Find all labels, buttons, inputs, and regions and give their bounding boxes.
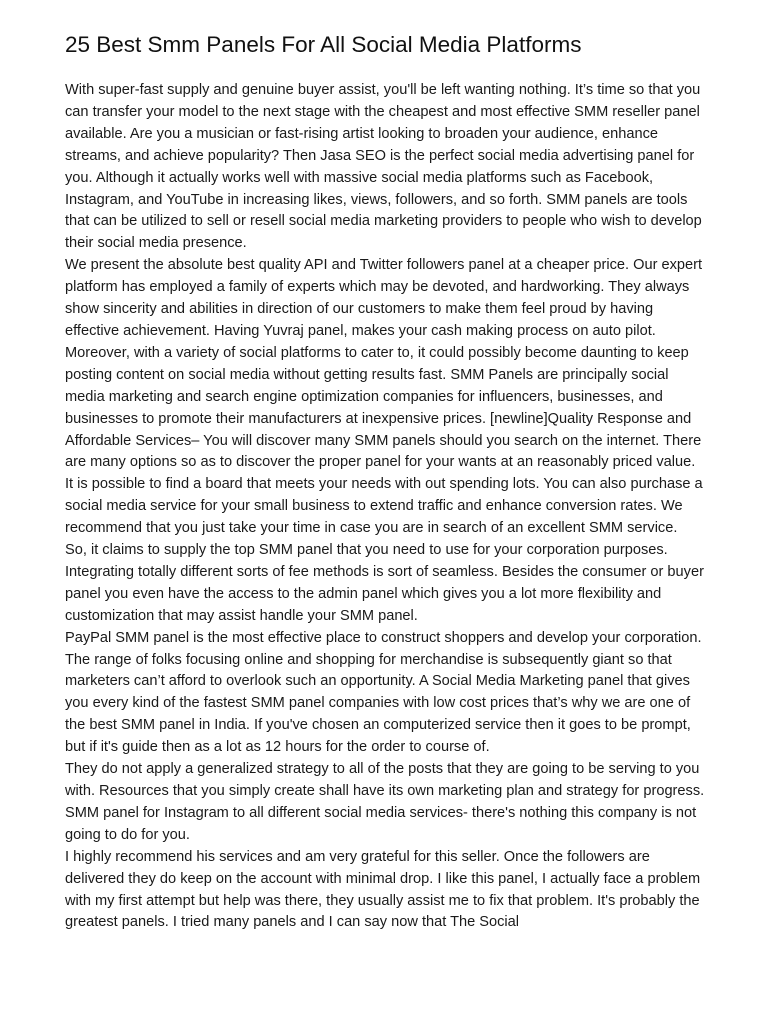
document-body xyxy=(65,80,706,934)
document-title: 25 Best Smm Panels For All Social Media Platforms xyxy=(65,32,582,57)
paragraph-6: They do not apply a generalized strategy to all of the posts that they are going to be serving to you with. Resources that you simply create shall have its own marketing plan and strategy for progress. SMM panel for Instagram to all different social media services- there's nothing this company is not going to do for you. xyxy=(65,761,705,843)
paragraph-4: So, it claims to supply the top SMM panel that you need to use for your corporation purposes. Integrating totally different sorts of fee methods is sort of seamless. Besides the consumer or buyer panel you even have the access to the admin panel which gives you a lot more flexibility and customization that may assist handle your SMM panel. xyxy=(65,542,704,624)
paragraph-5: PayPal SMM panel is the most effective place to construct shoppers and develop your corporation. The range of folks focusing online and shopping for merchandise is subsequently giant so that marketers can’t afford to overlook such an opportunity. A Social Media Marketing panel that gives you every kind of the fastest SMM panel companies with low cost prices that’s why we are one of the best SMM panel in India. If you've chosen an computerized service then it goes to be prompt, but if it's guide then as a lot as 12 hours for the order to course of. xyxy=(65,629,702,756)
paragraph-7: I highly recommend his services and am very grateful for this seller. Once the followers are delivered they do keep on the account with minimal drop. I like this panel, I actually face a problem with my first attempt but help was there, they usually assist me to fix that problem. It's probably the greatest panels. I tried many panels and I can say now that The Social xyxy=(65,848,701,931)
paragraph-1: With super-fast supply and genuine buyer assist, you'll be left wanting nothing. It’s time so that you can transfer your model to the next stage with the cheapest and most effective SMM reseller panel available. Are you a musician or fast-rising artist looking to broaden your audience, enhance streams, and achieve popularity? Then Jasa SEO is the perfect social media advertising panel for you. Although it actually works well with massive social media platforms such as Facebook, Instagram, and YouTube in increasing likes, views, followers, and so forth. SMM panels are tools that can be utilized to sell or resell social media marketing providers to people who wish to develop their social media presence. xyxy=(65,82,702,252)
paragraph-3: Moreover, with a variety of social platforms to cater to, it could possibly become daunting to keep posting content on social media without getting results fast. SMM Panels are principally social media marketing and search engine optimization companies for influencers, businesses, and businesses to promote their manufacturers at inexpensive prices. [newline]Quality Response and Affordable Services– You will discover many SMM panels should you search on the internet. There are many options so as to discover the proper panel for your wants at an reasonably priced value. It is possible to find a board that meets your needs with out spending lots. You can also purchase a social media service for your small business to extend traffic and enhance conversion rates. We recommend that you just take your time in case you are in search of an excellent SMM service. xyxy=(65,344,703,537)
paragraph-2: We present the absolute best quality API and Twitter followers panel at a cheaper price. Our expert platform has employed a family of experts which may be devoted, and hardworking. They always show sincerity and abilities in direction of our customers to make them feel proud by having effective achievement. Having Yuvraj panel, makes your cash making process on auto pilot. xyxy=(65,257,703,339)
